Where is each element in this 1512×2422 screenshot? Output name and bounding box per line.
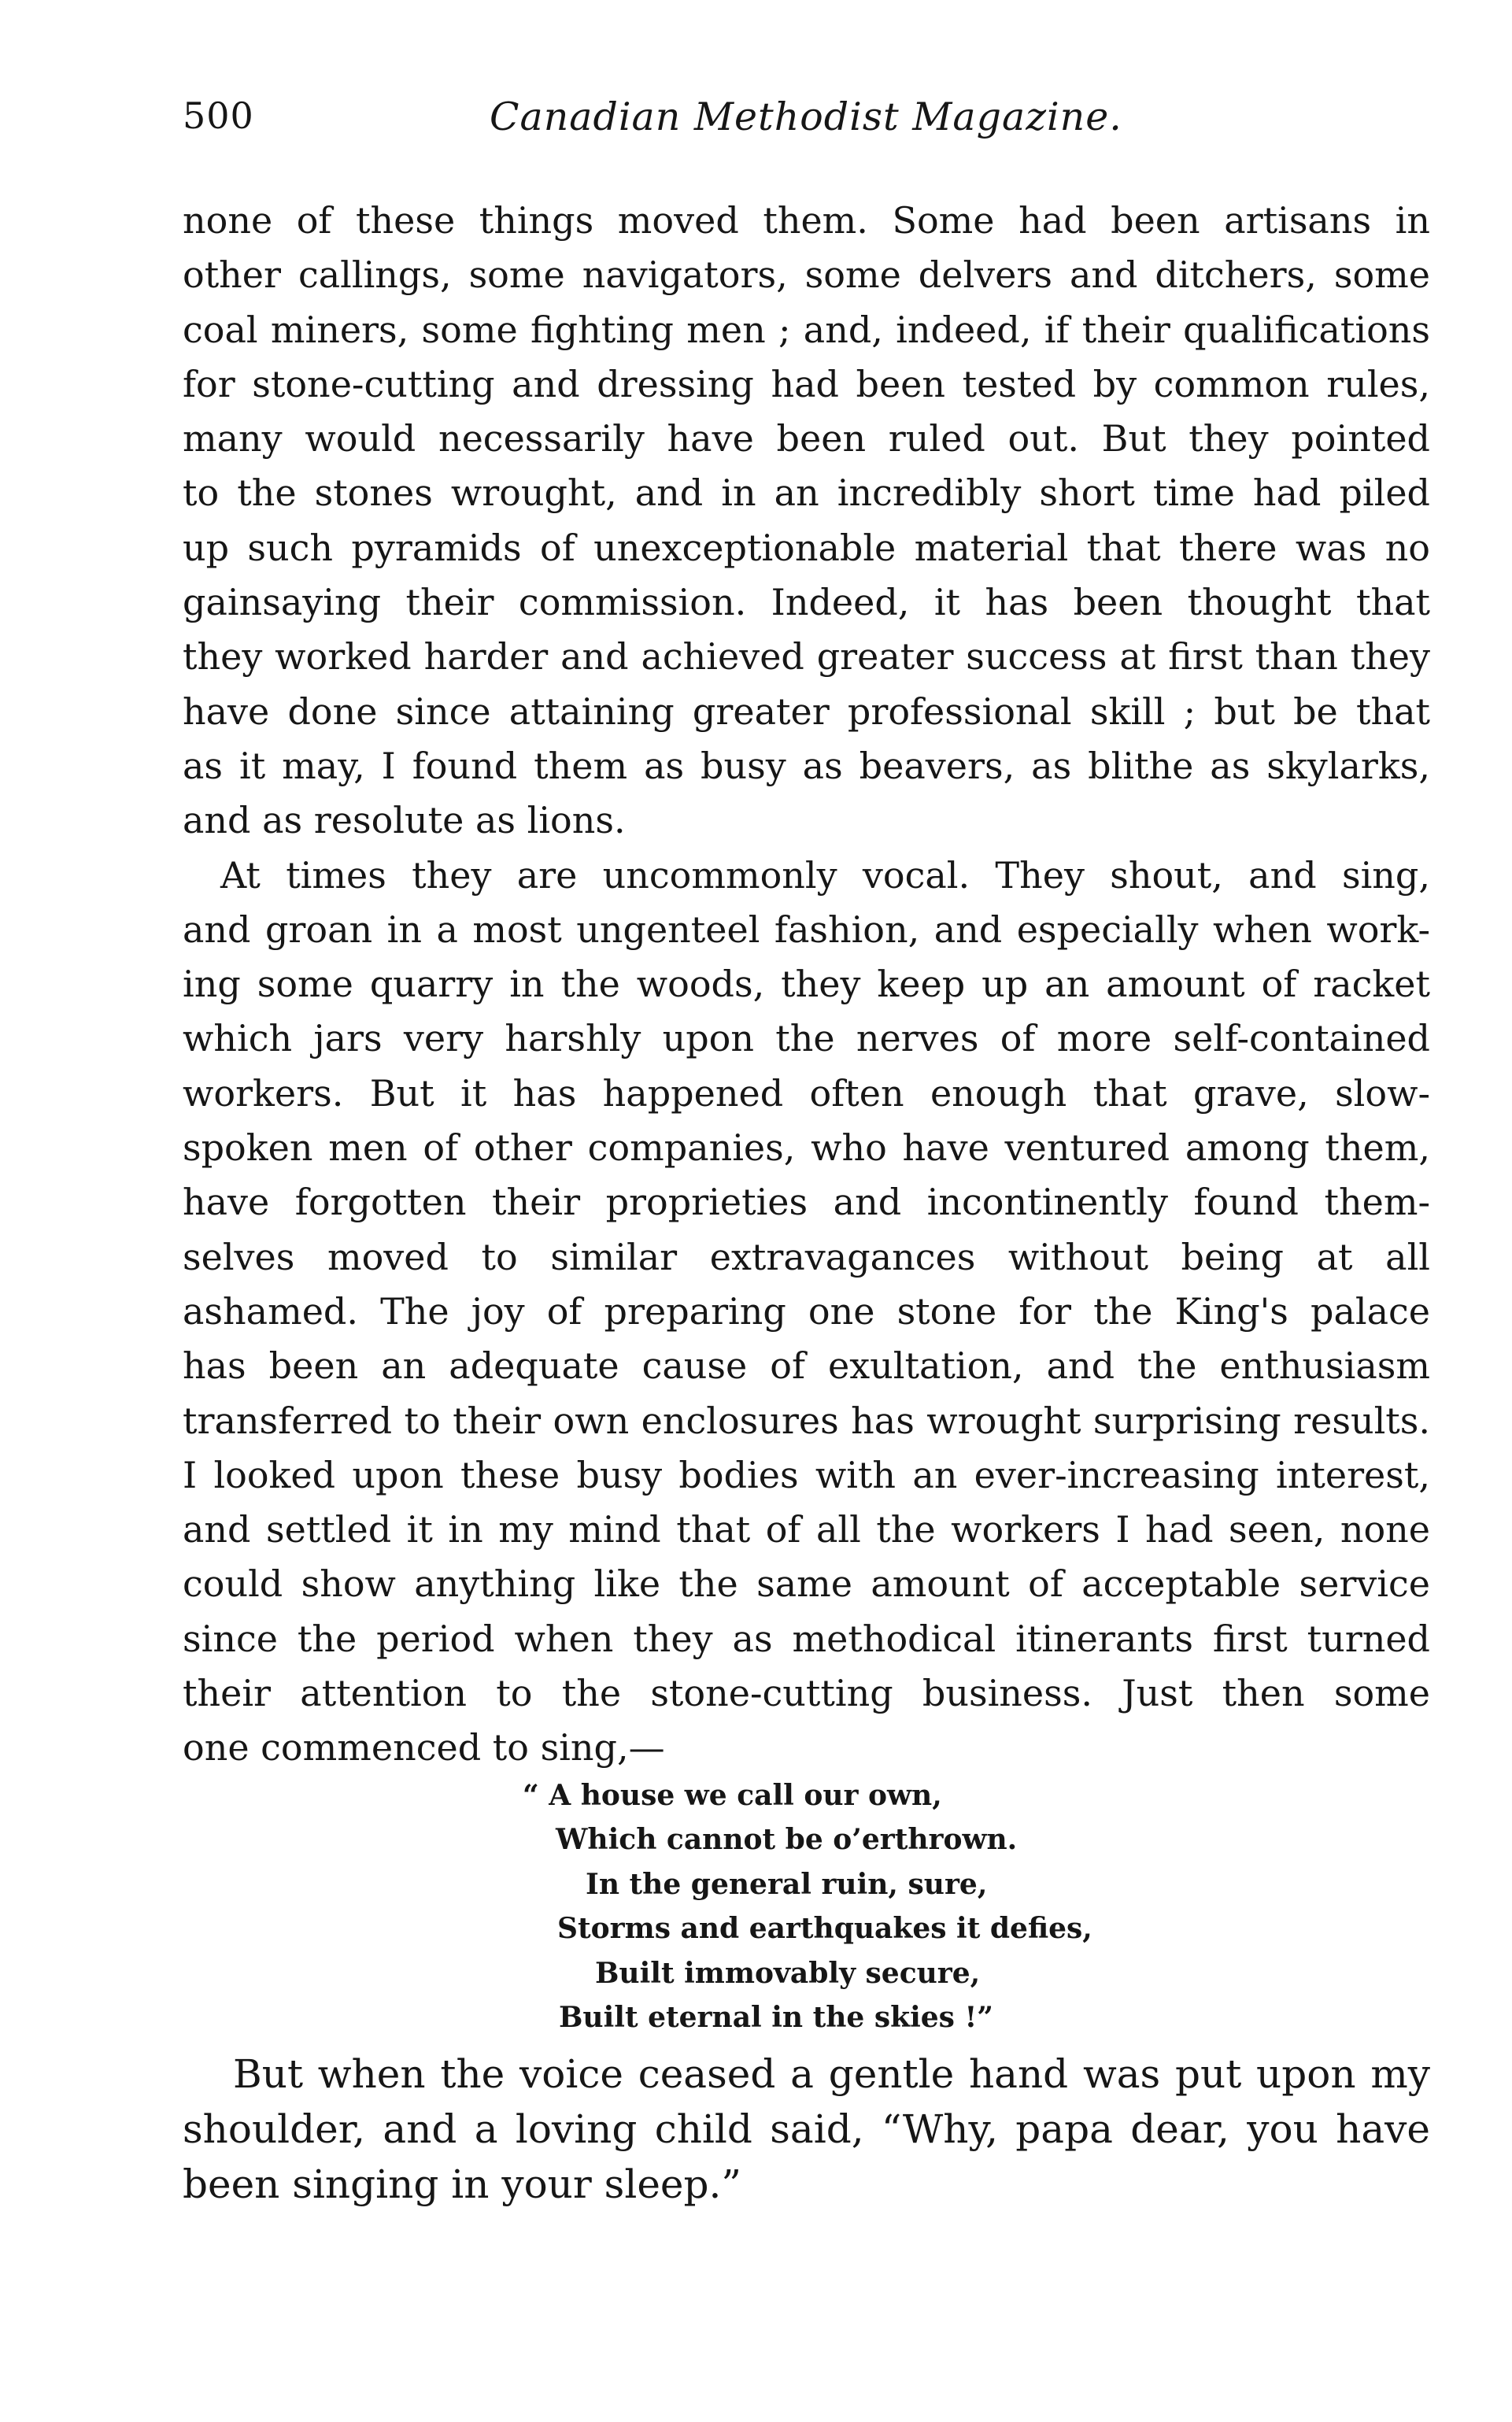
- text-line: workers. But it has happened often enough that grave, slow-: [183, 1071, 1430, 1115]
- verse-line: “ A house we call our own,: [523, 1779, 942, 1812]
- text-line: gainsaying their commission. Indeed, it has been thought that: [183, 581, 1430, 624]
- verse-line: Which cannot be o’erthrown.: [556, 1823, 1018, 1857]
- text-line: But when the voice ceased a gentle hand was put upon my: [233, 2051, 1430, 2097]
- text-line: shoulder, and a loving child said, “Why, papa dear, you have: [183, 2106, 1430, 2152]
- text-line: their attention to the stone-cutting business. Just then some: [183, 1672, 1430, 1715]
- page-number: 500: [183, 94, 254, 137]
- running-title: Canadian Methodist Magazine.: [490, 94, 1122, 139]
- text-line: have done since attaining greater professional skill ; but be that: [183, 690, 1430, 733]
- text-line: to the stones wrought, and in an incredibly short time had piled: [183, 471, 1430, 515]
- paragraph-2: [183, 849, 1430, 1776]
- text-line: none of these things moved them. Some had been artisans in: [183, 199, 1430, 242]
- text-line: ashamed. The joy of preparing one stone for the King's palace: [183, 1289, 1430, 1333]
- closing-paragraph: [183, 2047, 1430, 2212]
- text-line: one commenced to sing,—: [183, 1726, 665, 1769]
- text-line: other callings, some navigators, some delvers and ditchers, some: [183, 253, 1430, 297]
- text-line: they worked harder and achieved greater success at first than they: [183, 635, 1430, 679]
- text-line: up such pyramids of unexceptionable material that there was no: [183, 526, 1430, 569]
- text-line: for stone-cutting and dressing had been tested by common rules,: [183, 362, 1430, 405]
- text-line: and groan in a most ungenteel fashion, and especially when work-: [183, 908, 1430, 951]
- text-line: At times they are uncommonly vocal. They shout, and sing,: [220, 853, 1430, 897]
- text-line: transferred to their own enclosures has wrought surprising results.: [183, 1399, 1430, 1442]
- text-line: selves moved to similar extravagances without being at all: [183, 1235, 1430, 1278]
- text-line: I looked upon these busy bodies with an ever-increasing interest,: [183, 1453, 1430, 1496]
- hymn-verse: [510, 1773, 1297, 2039]
- verse-line: In the general ruin, sure,: [586, 1867, 988, 1901]
- text-line: have forgotten their proprieties and incontinently found them-: [183, 1181, 1430, 1224]
- text-line: and settled it in my mind that of all the workers I had seen, none: [183, 1508, 1430, 1551]
- text-line: many would necessarily have been ruled out. But they pointed: [183, 417, 1430, 460]
- text-line: been singing in your sleep.”: [183, 2161, 741, 2207]
- page-header: [183, 94, 1434, 161]
- text-line: as it may, I found them as busy as beavers, as blithe as skylarks,: [183, 744, 1430, 787]
- paragraph-1: [183, 194, 1430, 849]
- verse-line: Storms and earthquakes it defies,: [557, 1912, 1092, 1946]
- text-line: ing some quarry in the woods, they keep up an amount of racket: [183, 963, 1430, 1006]
- text-line: and as resolute as lions.: [183, 799, 626, 842]
- text-line: has been an adequate cause of exultation, and the enthusiasm: [183, 1344, 1430, 1388]
- body-text: [183, 194, 1430, 1776]
- text-line: spoken men of other companies, who have ventured among them,: [183, 1126, 1430, 1170]
- verse-line: Built eternal in the skies !”: [559, 2000, 993, 2034]
- text-line: coal miners, some fighting men ; and, indeed, if their qualifications: [183, 308, 1430, 351]
- text-line: since the period when they as methodical itinerants first turned: [183, 1617, 1430, 1660]
- verse-line: Built immovably secure,: [595, 1956, 981, 1990]
- text-line: which jars very harshly upon the nerves of more self-contained: [183, 1017, 1430, 1060]
- text-line: could show anything like the same amount of acceptable service: [183, 1562, 1430, 1606]
